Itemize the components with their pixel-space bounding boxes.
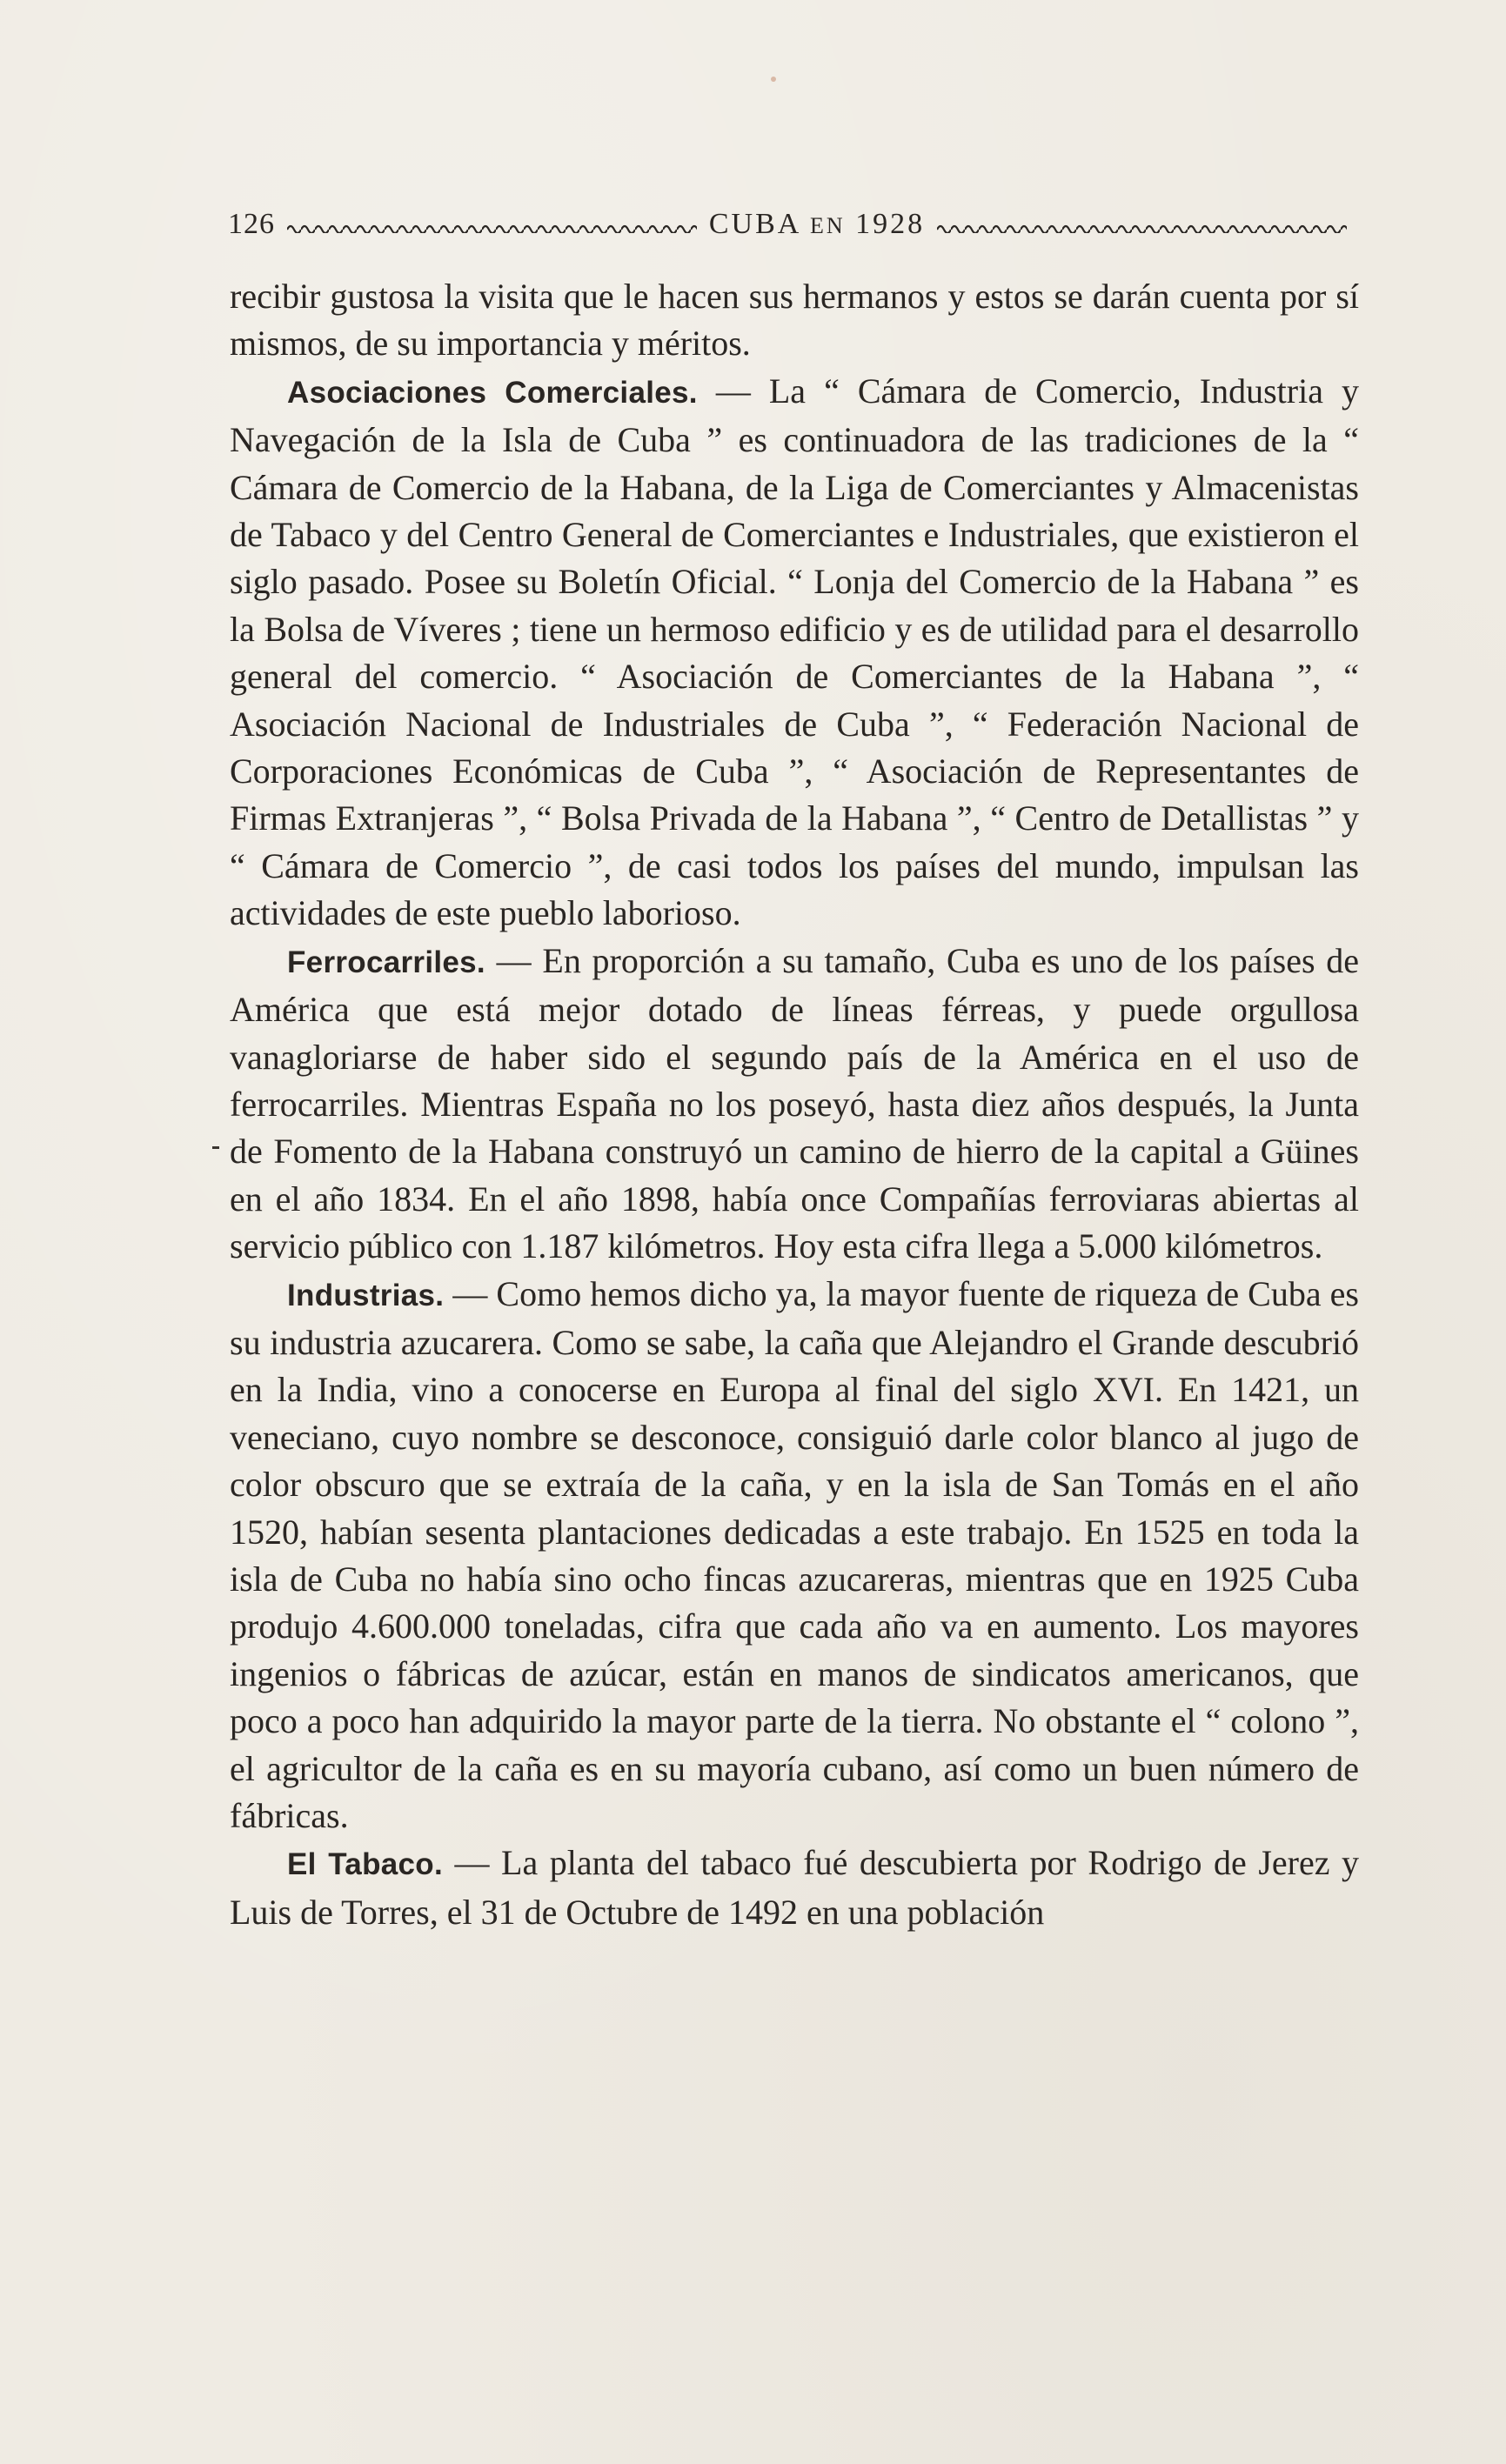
paper-speck	[771, 77, 776, 82]
margin-mark	[212, 1146, 219, 1149]
running-head	[228, 198, 1359, 250]
paragraph-ferrocarriles	[230, 938, 1359, 1271]
ornament-wave-right	[937, 221, 1347, 233]
paragraph-continuation: recibir gustosa la visita que le hacen sus hermanos y estos se darán cuenta por sí mismos, de su importancia y méritos.	[230, 277, 1359, 364]
paragraph-industrias	[230, 1271, 1359, 1840]
page-number: 126	[228, 208, 275, 240]
paragraph-asociaciones	[230, 368, 1359, 938]
section-heading-asociaciones: Asociaciones Comerciales.	[287, 375, 698, 410]
paragraph-tabaco	[230, 1840, 1359, 1936]
body-text	[230, 273, 1359, 1936]
paragraph-industrias-text: — Como hemos dicho ya, la mayor fuente de riqueza de Cuba es su industria azucarera. Como se sabe, la caña que Alejandro el Grande descubrió en la India, vino a conocerse en Europa al final del siglo XVI. En 1421, un veneciano, cuyo nombre se desconoce, consiguió darle color blanco al jugo de color obscuro que se extraía de la caña, y en la isla de San Tomás en el año 1520, habían sesenta plantaciones dedicadas a este trabajo. En 1525 en toda la isla de Cuba no había sino ocho fincas azucareras, mientras que en 1925 Cuba produjo 4.600.000 toneladas, cifra que cada año va en aumento. Los mayores ingenios o fábricas de azúcar, están en manos de sindicatos americanos, que poco a poco han adquirido la mayor parte de la tierra. No obstante el “ colono ”, el agricultor de la caña es en su mayoría cubano, así como un buen número de fábricas.	[230, 1273, 1359, 1835]
section-heading-ferrocarriles: Ferrocarriles.	[287, 945, 485, 979]
paragraph-ferrocarriles-text: — En proporción a su tamaño, Cuba es uno de los países de América que está mejor dotado de líneas férreas, y puede orgullosa vanagloriarse de haber sido el segundo país de la América en el uso de ferrocarriles. Mientras España no los poseyó, hasta diez años después, la Junta de Fomento de la Habana construyó un camino de hierro de la capital a Güines en el año 1834. En el año 1898, había once Compañías ferroviaras abiertas al servicio público con 1.187 kilómetros. Hoy esta cifra llega a 5.000 kilómetros.	[230, 940, 1359, 1266]
section-heading-industrias: Industrias.	[287, 1278, 445, 1312]
paragraph-asociaciones-text: — La “ Cámara de Comercio, Industria y Navegación de la Isla de Cuba ” es continuadora de las tradiciones de la “ Cámara de Comercio de la Habana, de la Liga de Comerciantes y Almacenistas de Tabaco y del Centro General de Comerciantes e Industriales, que existieron el siglo pasado. Posee su Boletín Oficial. “ Lonja del Comercio de la Habana ” es la Bolsa de Víveres ; tiene un hermoso edificio y es de utilidad para el desarrollo general del comercio. “ Asociación de Comerciantes de la Habana ”, “ Asociación Nacional de Industriales de Cuba ”, “ Federación Nacional de Corporaciones Económicas de Cuba ”, “ Asociación de Representantes de Firmas Extranjeras ”, “ Bolsa Privada de la Habana ”, “ Centro de Detallistas ” y “ Cámara de Comercio ”, de casi todos los países del mundo, impulsan las actividades de este pueblo laborioso.	[230, 371, 1359, 933]
running-title-main: CUBA	[708, 208, 800, 240]
running-title-small: EN	[809, 213, 846, 238]
section-heading-tabaco: El Tabaco.	[287, 1847, 443, 1882]
ornament-wave-left	[287, 221, 697, 233]
paragraph-tabaco-text: — La planta del tabaco fué descubierta por Rodrigo de Jerez y Luis de Torres, el 31 de Octubre de 1492 en una población	[230, 1843, 1359, 1932]
running-title-year: 1928	[855, 208, 926, 240]
running-title	[709, 208, 925, 241]
